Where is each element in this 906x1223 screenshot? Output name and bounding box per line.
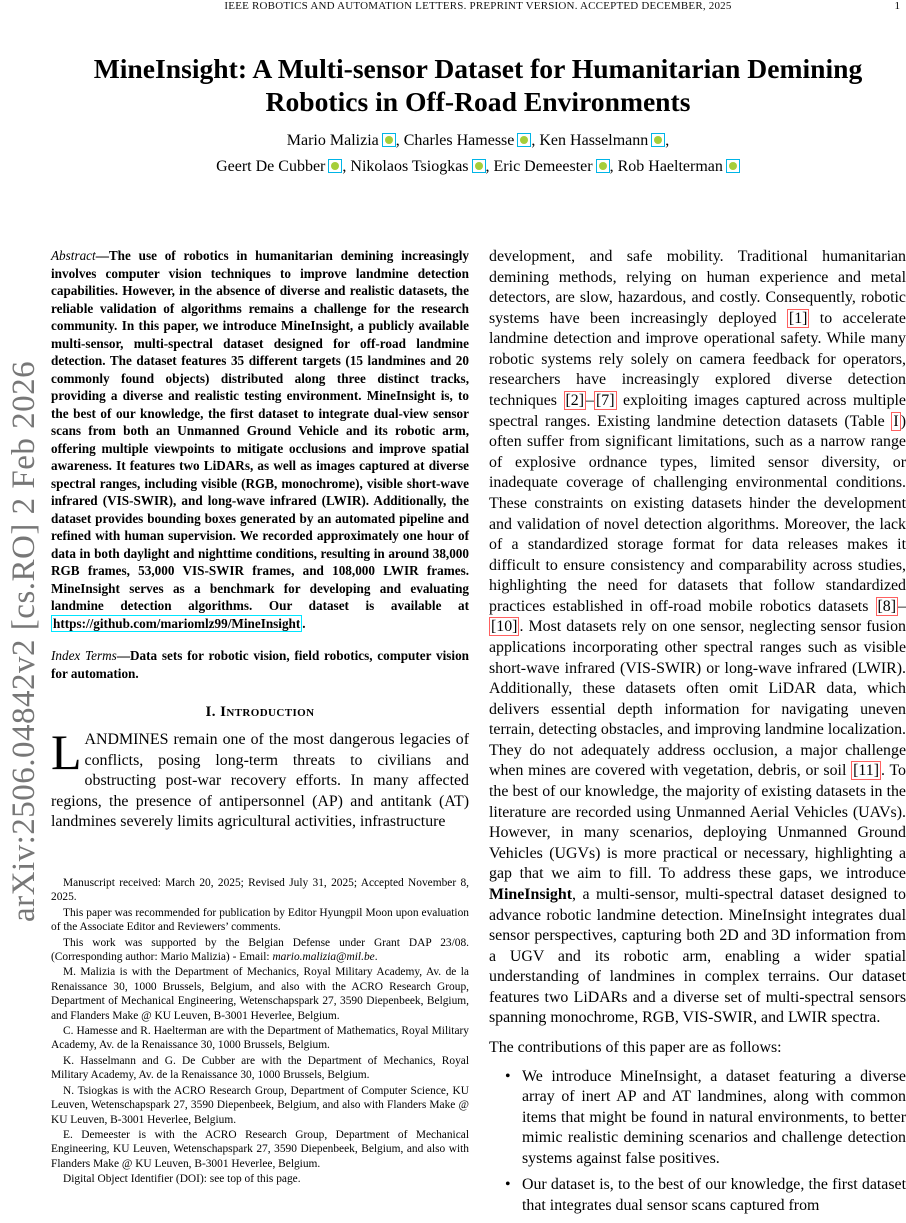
footnote-editor: This paper was recommended for publication by Editor Hyungpil Moon upon evaluation of the Associate Editor and Reviewers’ comments.: [51, 906, 469, 934]
footnote-affiliation: N. Tsiogkas is with the ACRO Research Group, Department of Computer Science, KU Leuven, Wetenschapspark 27, 3590 Diepenbeek, Belgium, and also with Flanders Make @ KU Leuven, B-3001 Heverlee, Belgium.: [51, 1084, 469, 1126]
abstract: Abstract—The use of robotics in humanitarian demining increasingly involves computer vision techniques to improve landmine detection capabilities. However, in the absence of diverse and realistic datasets, the reliable validation of algorithms remains a challenge for the research community. In this paper, we introduce MineInsight, a publicly available multi-sensor, multi-spectral dataset designed for off-road landmine detection. The dataset features 35 different targets (15 landmines and 20 commonly found objects) distributed along three distinct tracks, providing a diverse and realistic testing environment. MineInsight is, to the best of our knowledge, the first dataset to integrate dual-view sensor scans from both an Unmanned Ground Vehicle and its robotic arm, offering multiple viewpoints to mitigate occlusions and improve spatial awareness. It features two LiDARs, as well as images captured at diverse spectral ranges, including visible (RGB, monochrome), visible short-wave infrared (VIS-SWIR), and long-wave infrared (LWIR). Additionally, the dataset provides bounding boxes generated by an automated pipeline and refined with human supervision. We recorded approximately one hour of data in both daylight and nighttime conditions, resulting in around 38,000 RGB frames, 53,000 VIS-SWIR frames, and 108,000 LWIR frames. MineInsight serves as a benchmark for developing and evaluating landmine detection algorithms. Our dataset is available at https://github.com/mariomlz99/MineInsight .: [51, 248, 469, 631]
introduction-paragraph: LANDMINES remain one of the most dangerous legacies of conflicts, posing long-term threats to civilians and obstructing post-war recovery efforts. In many affected regions, the presence of antipersonnel (AP) and antitank (AT) landmines severely limits agricultural activities, infrastructure: [51, 724, 469, 831]
orcid-icon[interactable]: [596, 159, 610, 173]
orcid-icon[interactable]: [517, 133, 531, 147]
body-paragraph: development, and safe mobility. Traditional humanitarian demining methods, relying on human experience and metal detectors, are slow, hazardous, and costly. Consequently, robotic systems have been increasingly deployed [1] to accelerate landmine detection and improve operational safety. While many robotic systems rely solely on camera feedback for operators, researchers have increasingly explored diverse detection techniques [2] – [7] exploiting images captured across multiple spectral ranges. Existing landmine detection datasets (Table I ) often suffer from significant limitations, such as a narrow range of explosive ordnance types, limited sensor diversity, or inadequate coverage of challenging environmental conditions. These constraints on existing datasets hinder the development and validation of novel detection algorithms. Moreover, the lack of a standardized storage format for data releases makes it difficult to ensure consistency and comparability across studies, highlighting the need for datasets that follow standardized practices established in off-road mobile robotics datasets [8] –[10] . Most datasets rely on one sensor, neglecting sensor fusion applications incorporating other spectral ranges such as visible short-wave infrared (VIS-SWIR) or long-wave infrared (LWIR). Additionally, these datasets often omit LiDAR data, which delivers essential depth information for navigating uneven terrain, detecting obstacles, and improving landmine localization. They do not adequately address occlusion, a major challenge when mines are covered with vegetation, debris, or soil [11] . To the best of our knowledge, the majority of existing datasets in the literature are recorded using Unmanned Aerial Vehicles (UAVs). However, in many scenarios, deploying Unmanned Ground Vehicles (UGVs) is more practical or necessary, highlighting a gap that we aim to fill. To address these gaps, we introduce MineInsight, a multi-sensor, multi-spectral dataset designed to advance robotic landmine detection. MineInsight integrates dual sensor perspectives, capturing both 2D and 3D information from a UGV and its robotic arm, enabling a wider spatial understanding of landmines in complex terrains. Our dataset features two LiDARs and a diverse set of multi-spectral sensors spanning monochrome, RGB, VIS-SWIR, and LWIR spectra.: [489, 248, 906, 1027]
footnote-affiliation: C. Hamesse and R. Haelterman are with the Department of Mathematics, Royal Military Academy, Av. de la Renaissance 30, 1000 Brussels, Belgium.: [51, 1025, 469, 1052]
list-item: • Our dataset is, to the best of our knowledge, the first dataset that integrates dual sensor scans captured from: [489, 1175, 906, 1216]
citation-link[interactable]: [2]: [565, 392, 585, 410]
abstract-label: Abstract: [51, 248, 96, 263]
drop-cap: L: [51, 724, 82, 780]
author-name: Ken Hasselmann ,: [539, 132, 670, 149]
index-terms-label: Index Terms: [51, 648, 117, 663]
arxiv-identifier: arXiv:2506.04842v2 [cs.RO] 2 Feb 2026: [6, 360, 42, 922]
left-column: [51, 247, 469, 833]
author-name: Eric Demeester ,: [493, 158, 614, 175]
orcid-icon[interactable]: [651, 133, 665, 147]
author-name: Nikolaos Tsiogkas ,: [350, 158, 490, 175]
citation-link[interactable]: [11]: [853, 762, 880, 780]
author-name: Geert De Cubber ,: [216, 158, 347, 175]
orcid-icon[interactable]: [726, 159, 740, 173]
right-column: [489, 247, 906, 1223]
dataset-name: MineInsight: [489, 885, 572, 903]
orcid-icon[interactable]: [328, 159, 342, 173]
contributions-list: [489, 1067, 906, 1217]
section-heading: I. Introduction: [205, 704, 315, 720]
author-name: Charles Hamesse ,: [403, 132, 536, 149]
footnote-funding: This work was supported by the Belgian Defense under Grant DAP 23/08. (Corresponding author: Mario Malizia) - Email: mario.malizia@mil.be.: [51, 936, 469, 964]
footnote-received: Manuscript received: March 20, 2025; Revised July 31, 2025; Accepted November 8, 2025.: [51, 877, 469, 904]
paper-title: MineInsight: A Multi-sensor Dataset for Humanitarian Demining Robotics in Off-Road Environments: [93, 53, 863, 117]
page-number: 1: [894, 0, 900, 12]
citation-link[interactable]: [1]: [788, 309, 808, 327]
intro-caps: ANDMINES: [84, 731, 169, 748]
footnote-doi: Digital Object Identifier (DOI): see top of this page.: [63, 1173, 301, 1186]
footnote-affiliation: K. Hasselmann and G. De Cubber are with the Department of Mechanics, Royal Military Academy, Av. de la Renaissance 30, 1000 Brussels, Belgium.: [51, 1054, 469, 1082]
citation-link[interactable]: [7]: [595, 392, 615, 410]
footnote-affiliation: E. Demeester is with the ACRO Research Group, Department of Mechanical Engineering, KU Leuven, Wetenschapspark 27, 3590 Diepenbeek, Belgium, and also with Flanders Make @ KU Leuven, B-3001 Heverlee, Belgium.: [51, 1128, 469, 1170]
orcid-icon[interactable]: [382, 133, 396, 147]
running-head: IEEE ROBOTICS AND AUTOMATION LETTERS. PREPRINT VERSION. ACCEPTED DECEMBER, 2025: [224, 0, 732, 12]
contributions-intro: The contributions of this paper are as follows:: [489, 1038, 782, 1056]
footnote-affiliation: M. Malizia is with the Department of Mechanics, Royal Military Academy, Av. de la Renaissance 30, 1000 Brussels, Belgium, and also with the ACRO Research Group, Department of Mechanical Engineering, Wetenschapspark 27, 3590 Diepenbeek, Belgium, and Flanders Make @ KU Leuven, B-3001 Heverlee, Belgium.: [51, 966, 469, 1022]
footnotes: [51, 876, 469, 1188]
citation-link[interactable]: [8]: [877, 597, 897, 615]
index-terms: Index Terms—Data sets for robotic vision, field robotics, computer vision for automation.: [51, 648, 469, 681]
author-list: [50, 128, 906, 180]
table-ref-link[interactable]: I: [893, 412, 899, 430]
email-link[interactable]: mario.malizia@mil.be: [272, 951, 375, 964]
author-name: Rob Haelterman: [618, 158, 740, 175]
github-link[interactable]: https://github.com/mariomlz99/MineInsight: [53, 615, 301, 631]
list-item: • We introduce MineInsight, a dataset featuring a diverse array of inert AP and AT landmines, along with common items that might be found in natural environments, to better mimic realistic demining scenarios and challenge detection systems against false positives.: [489, 1067, 906, 1170]
author-name: Mario Malizia ,: [286, 132, 400, 149]
orcid-icon[interactable]: [472, 159, 486, 173]
citation-link[interactable]: [10]: [491, 618, 518, 636]
